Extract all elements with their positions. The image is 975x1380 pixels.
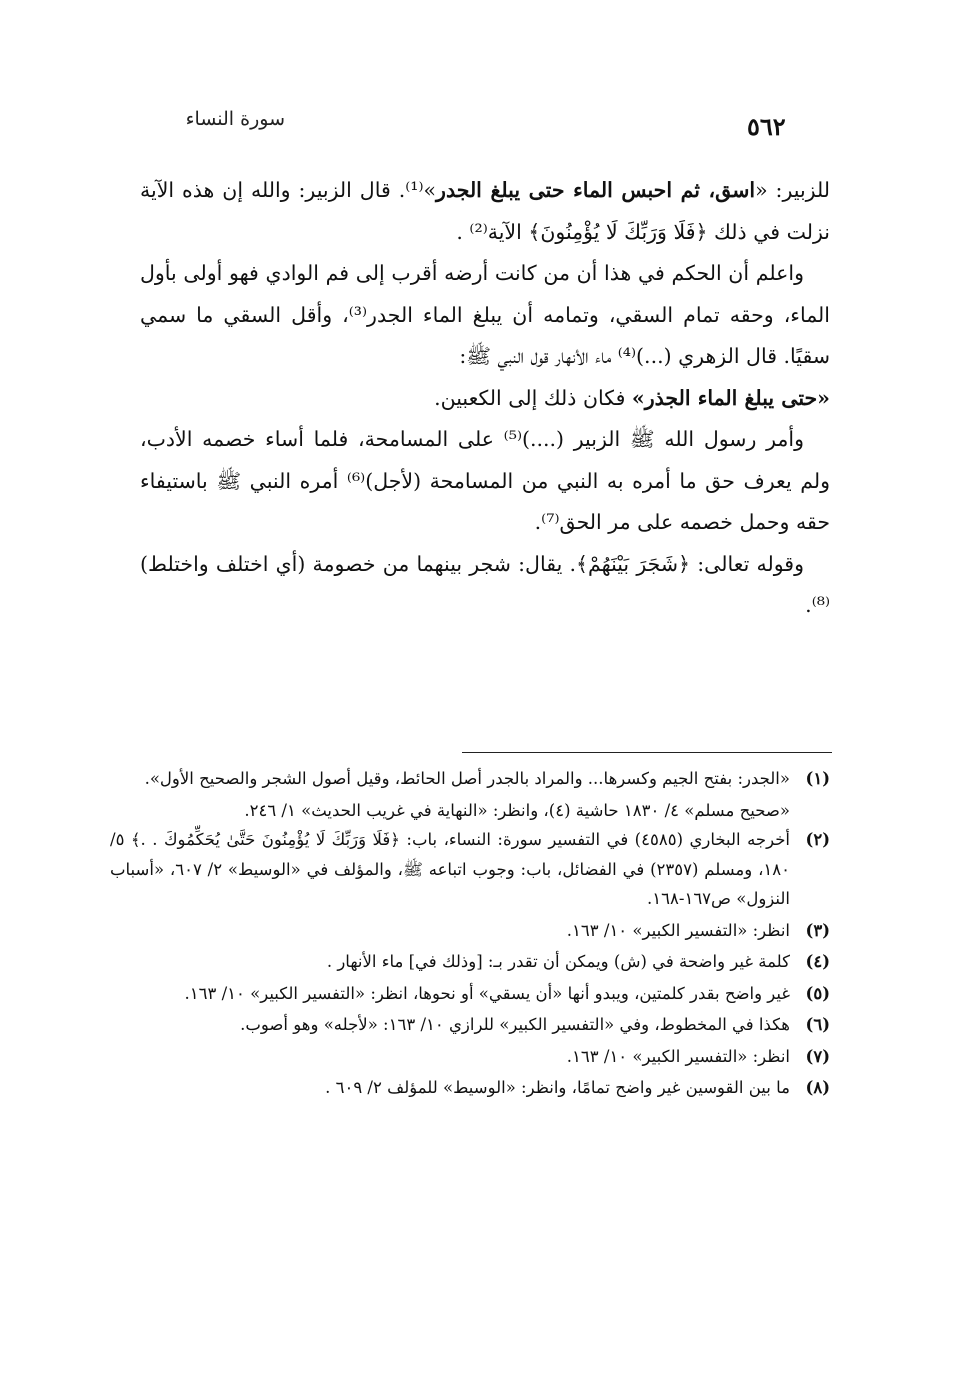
footnote-number: (٧) — [805, 1046, 830, 1066]
footnote-1-continued: «صحيح مسلم» ٤/ ١٨٣٠ حاشية (٤)، وانظر: «النهاية في غريب الحديث» ١/ ٢٤٦. — [244, 800, 790, 820]
footnote-6 — [110, 1010, 830, 1040]
footnote-text: ما بين القوسين غير واضح تمامًا، وانظر: «الوسيط» للمؤلف ٢/ ٦٠٩ . — [325, 1078, 790, 1097]
paragraph-3: وأمر رسول الله ﷺ الزبير (....)⁽⁵⁾ على المسامحة، فلما أساء خصمه الأدب، ولم يعرف حق ما أمره به النبي من المسامحة (لأجل)⁽⁶⁾ أمره النبي ﷺ باستيفاء حقه وحمل خصمه على مر الحق⁽⁷⁾. — [140, 427, 831, 534]
paragraph-1-rest: »⁽¹⁾. قال الزبير: والله إن هذه الآية نزلت في ذلك ﴿فَلَا وَرَبِّكَ لَا يُؤْمِنُونَ﴾ الآية⁽²⁾ . — [140, 178, 830, 244]
footnote-text: انظر: «التفسير الكبير» ١٠/ ١٦٣. — [566, 1046, 790, 1066]
paragraph-2-text: واعلم أن الحكم في هذا أن من كانت أرضه أقرب إلى فم الوادي فهو أولى بأول الماء، وحقه تمام السقي، وتمامه أن يبلغ الماء الجدر⁽³⁾، وأقل السقي ما سمي سقيًا. قال الزهري (...)⁽⁴⁾ ماء الأنهار قول النبي ﷺ: — [140, 261, 830, 368]
footnote-number: (٦) — [805, 1015, 830, 1034]
footnote-separator — [462, 752, 832, 753]
footnote-number: (٢) — [805, 830, 830, 849]
main-text — [140, 170, 830, 627]
running-header-title: سورة النساء — [185, 108, 285, 130]
footnote-text: انظر: «التفسير الكبير» ١٠/ ١٦٣. — [566, 920, 790, 940]
footnote-text: غير واضح بقدر كلمتين، ويبدو أنها «أن يسقي» أو نحوها، انظر: «التفسير الكبير» ١٠/ ١٦٣. — [184, 983, 790, 1003]
footnote-8 — [110, 1073, 830, 1103]
paragraph-1-start: للزبير: « — [755, 178, 831, 202]
footnote-text: هكذا في المخطوط، وفي «التفسير الكبير» للرازي ١٠/ ١٦٣: «لأجله» وهو أصوب. — [240, 1015, 790, 1034]
footnote-text: أخرجه البخاري (٤٥٨٥) في التفسير سورة: النساء، باب: ﴿فَلَا وَرَبِّكَ لَا يُؤْمِنُونَ حَتَّىٰ يُحَكِّمُوكَ . .﴾ ٥/ ١٨٠، ومسلم (٢٣٥٧) في الفضائل، باب: وجوب اتباعه ﷺ، والمؤلف في «الوسيط» ٢/ ٦٠٧، «أسباب النزول» ص١٦٧-١٦٨. — [110, 830, 790, 908]
footnote-5 — [110, 979, 830, 1009]
footnote-number: (٤) — [805, 952, 830, 971]
paragraph-2 — [140, 253, 830, 419]
footnote-text: «الجدر: بفتح الجيم وكسرها... والمراد بالجدر أصل الحائط، وقيل أصول الشجر والصحيح الأول». — [144, 769, 790, 788]
footnote-number: (٥) — [805, 983, 830, 1003]
footnote-1 — [110, 764, 830, 794]
footnote-2 — [110, 825, 830, 914]
footnote-number: (١) — [805, 769, 830, 788]
paragraph-4: وقوله تعالى: ﴿شَجَرَ بَيْنَهُمْ﴾. يقال: شجر بينهما من خصومة (أي اختلف واختلط)⁽⁸⁾. — [140, 551, 830, 617]
footnote-4 — [110, 947, 830, 977]
footnote-7 — [110, 1042, 830, 1072]
footnote-number: (٣) — [805, 920, 830, 940]
page-number: ٥٦٢ — [747, 112, 786, 141]
paragraph-2-end: فكان ذلك إلى الكعبين. — [434, 385, 626, 410]
hadith-quote-bold-2: «حتى يبلغ الماء الجذر» — [631, 385, 830, 410]
footnote-text: كلمة غير واضحة في (ش) ويمكن أن تقدر بـ: [وذلك في] ماء الأنهار . — [326, 952, 790, 971]
footnote-3 — [110, 916, 830, 946]
hadith-quote-bold: اسق، ثم احبس الماء حتى يبلغ الجدر — [436, 178, 756, 202]
paragraph-1 — [140, 170, 830, 253]
footnote-number: (٨) — [805, 1078, 830, 1097]
footnotes — [110, 764, 830, 1105]
